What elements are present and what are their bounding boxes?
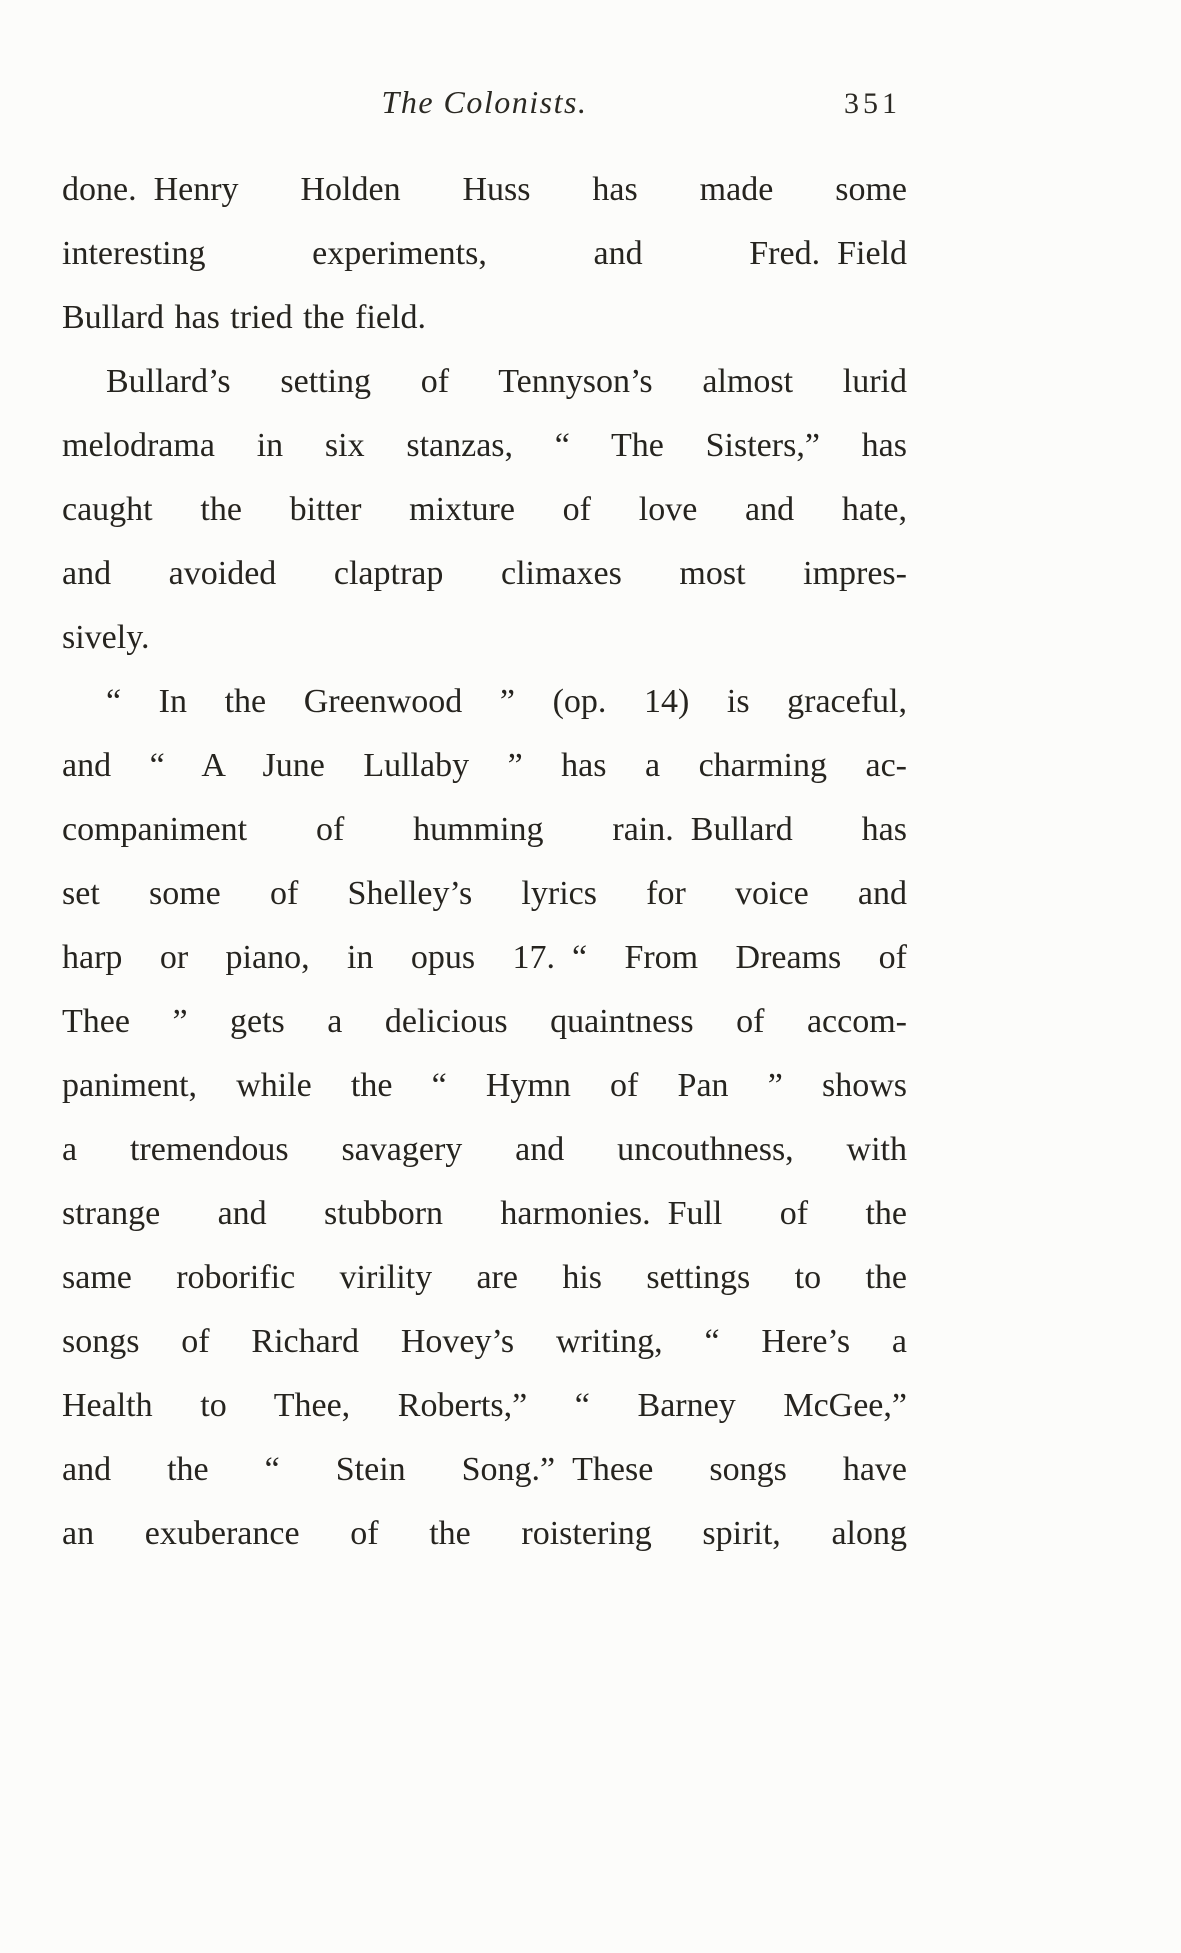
text-line: interesting experiments, and Fred. Field — [62, 235, 907, 272]
text-line: companiment of humming rain. Bullard has — [62, 811, 907, 848]
text-line: same roborific virility are his settings to the — [62, 1259, 907, 1296]
text-line: and avoided claptrap climaxes most impres- — [62, 555, 907, 592]
text-line: a tremendous savagery and uncouthness, with — [62, 1131, 907, 1168]
body-text — [62, 158, 907, 1566]
header-title: The Colonists. — [381, 84, 588, 120]
text-line: set some of Shelley’s lyrics for voice and — [62, 875, 907, 912]
text-line: songs of Richard Hovey’s writing, “ Here’s a — [62, 1323, 907, 1360]
text-line: done. Henry Holden Huss has made some — [62, 171, 907, 208]
text-line: strange and stubborn harmonies. Full of the — [62, 1195, 907, 1232]
text-line: caught the bitter mixture of love and hate, — [62, 491, 907, 528]
text-line: Bullard’s setting of Tennyson’s almost lurid — [106, 363, 907, 400]
text-line: and the “ Stein Song.” These songs have — [62, 1451, 907, 1488]
text-line: melodrama in six stanzas, “ The Sisters,” has — [62, 427, 907, 464]
text-line: sively. — [62, 619, 150, 656]
text-line: harp or piano, in opus 17. “ From Dreams of — [62, 939, 907, 976]
text-line: “ In the Greenwood ” (op. 14) is graceful, — [106, 683, 907, 720]
text-line: paniment, while the “ Hymn of Pan ” shows — [62, 1067, 907, 1104]
page-number: 351 — [844, 87, 901, 120]
running-header — [62, 84, 907, 132]
text-line: and “ A June Lullaby ” has a charming ac- — [62, 747, 907, 784]
text-line: an exuberance of the roistering spirit, along — [62, 1515, 907, 1552]
text-line: Bullard has tried the field. — [62, 299, 426, 336]
text-column — [62, 84, 907, 1566]
text-line: Thee ” gets a delicious quaintness of accom- — [62, 1003, 907, 1040]
text-line: Health to Thee, Roberts,” “ Barney McGee,” — [62, 1387, 907, 1424]
